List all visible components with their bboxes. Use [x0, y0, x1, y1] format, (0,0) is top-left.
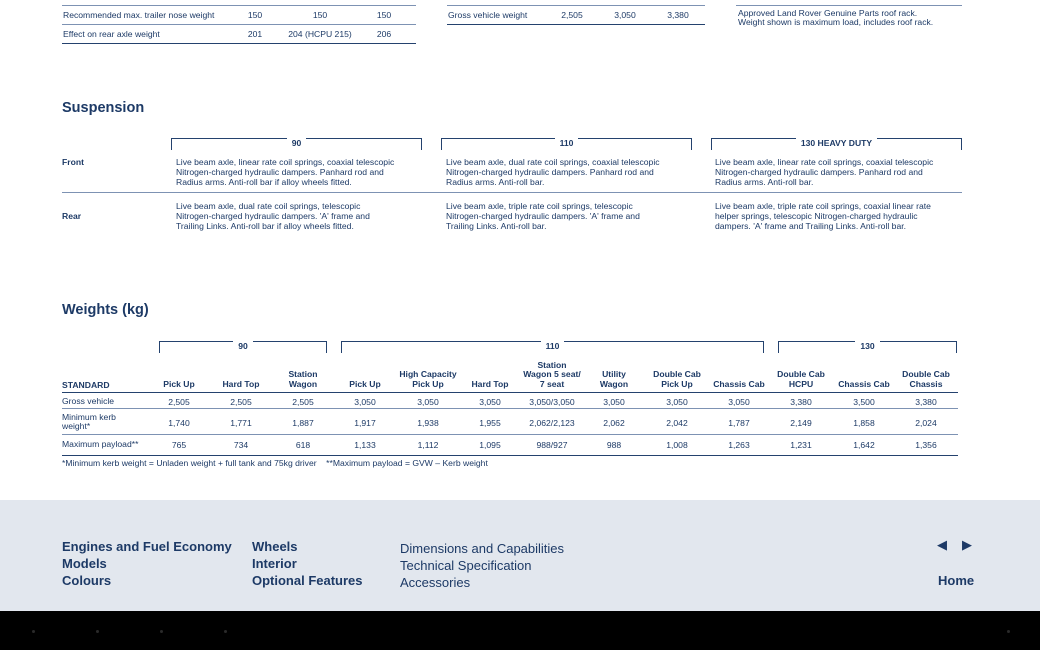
rear-axle-effect-value: 206	[376, 29, 392, 39]
rear-axle-effect-value: 201	[247, 29, 263, 39]
previous-page-icon[interactable]: ◀	[937, 537, 947, 552]
weights-cell: 2,505	[292, 397, 314, 407]
suspension-cell-front-90	[176, 157, 394, 187]
weights-column-header	[332, 380, 398, 390]
trailer-nose-weight-label: Recommended max. trailer nose weight	[63, 10, 215, 20]
weights-cell: 2,024	[915, 418, 937, 428]
suspension-row-label-rear: Rear	[62, 211, 82, 221]
weights-column-header	[893, 370, 959, 389]
weights-column-header	[208, 380, 274, 390]
suspension-text-line: Live beam axle, triple rate coil springs, telescopic	[446, 201, 633, 211]
home-link[interactable]: Home	[938, 573, 975, 588]
weights-cell: 1,917	[354, 418, 376, 428]
nav-link-engines[interactable]: Engines and Fuel Economy	[62, 539, 232, 554]
nav-link-dimensions[interactable]: Dimensions and Capabilities	[400, 541, 565, 556]
suspension-cell-rear-90	[176, 201, 370, 231]
weights-column-header-line: Station	[537, 359, 567, 370]
suspension-cell-front-110	[446, 157, 660, 187]
weights-cell: 2,505	[168, 397, 190, 407]
weights-cell: 3,380	[790, 397, 812, 407]
weights-column-header	[519, 361, 585, 390]
weights-column-header-line: Pick Up	[349, 378, 381, 389]
weights-cell: 1,787	[728, 418, 750, 428]
suspension-text-line: Live beam axle, linear rate coil springs, coaxial telescopic	[176, 157, 395, 167]
weights-column-header-line: Pick Up	[412, 378, 444, 389]
weights-column-header-line: Chassis Cab	[713, 378, 765, 389]
weights-heading: Weights (kg)	[62, 302, 149, 318]
weights-column-header-line: High Capacity	[399, 369, 457, 379]
weights-cell: 1,112	[417, 440, 439, 450]
weights-cell: 988/927	[536, 440, 568, 450]
suspension-row-label-front: Front	[62, 157, 84, 167]
gross-vehicle-weight-label: Gross vehicle weight	[448, 10, 528, 20]
weights-cell: 1,771	[230, 418, 252, 428]
nav-link-optional-features[interactable]: Optional Features	[252, 573, 363, 588]
weights-cell: 988	[606, 440, 622, 450]
next-page-icon[interactable]: ▶	[962, 537, 972, 552]
weights-cell: 3,500	[853, 397, 875, 407]
suspension-text-line: Radius arms. Anti-roll bar.	[715, 177, 814, 187]
suspension-text-line: Live beam axle, dual rate coil springs, telescopic	[176, 201, 361, 211]
weights-column-header-line: Double Cab	[653, 369, 701, 379]
weights-cell: 2,505	[230, 397, 252, 407]
weights-column-header-line: Double Cab	[902, 369, 950, 379]
rear-axle-effect-label: Effect on rear axle weight	[63, 29, 160, 39]
suspension-text-line: Radius arms. Anti-roll bar if alloy wheels fitted.	[176, 177, 352, 187]
weights-column-header-line: Wagon 5 seat/	[523, 369, 581, 379]
suspension-cell-front-130	[715, 157, 933, 187]
weights-column-header	[395, 370, 461, 389]
weights-cell: 3,050	[479, 397, 501, 407]
nav-link-colours[interactable]: Colours	[62, 573, 112, 588]
suspension-text-line: dampers. 'A' frame and Trailing Links. Anti-roll bar.	[715, 221, 906, 231]
weights-column-header-line: Chassis Cab	[838, 378, 890, 389]
weights-row-label-line: Gross vehicle	[62, 396, 115, 406]
standard-label: STANDARD	[62, 380, 110, 390]
weights-cell: 3,050	[666, 397, 688, 407]
weights-cell: 1,938	[417, 418, 439, 428]
suspension-cell-rear-130	[715, 201, 931, 231]
weights-group-130	[778, 341, 957, 353]
nav-link-technical-specification[interactable]: Technical Specification	[400, 558, 532, 573]
suspension-cell-rear-110	[446, 201, 640, 231]
suspension-text-line: helper springs, telescopic Nitrogen-charged hydraulic	[715, 211, 918, 221]
weights-cell: 1,642	[853, 440, 875, 450]
trailer-nose-weight-value: 150	[247, 10, 263, 20]
nav-link-wheels[interactable]: Wheels	[252, 539, 298, 554]
weights-row-label-line: Minimum kerb	[62, 412, 116, 422]
weights-cell: 1,955	[479, 418, 501, 428]
weights-group-110	[341, 341, 764, 353]
nav-link-interior[interactable]: Interior	[252, 556, 297, 571]
weights-cell: 734	[233, 440, 249, 450]
weights-row-label-line: Maximum payload**	[62, 439, 139, 449]
suspension-text-line: Live beam axle, linear rate coil springs, coaxial telescopic	[715, 157, 934, 167]
weights-cell: 1,095	[479, 440, 501, 450]
weights-cell: 1,231	[790, 440, 812, 450]
suspension-text-line: Nitrogen-charged hydraulic dampers. Panhard rod and	[446, 167, 654, 177]
weights-column-header-line: Wagon	[288, 378, 318, 389]
suspension-group-label: 110	[555, 138, 579, 148]
weights-column-header-line: 7 seat	[539, 378, 565, 389]
weights-cell: 765	[171, 440, 187, 450]
gross-vehicle-weight-value: 2,505	[561, 10, 583, 20]
weights-cell: 2,062/2,123	[529, 418, 575, 428]
gross-vehicle-weight-value: 3,380	[667, 10, 689, 20]
rear-axle-effect-value: 204 (HCPU 215)	[288, 29, 352, 39]
weights-cell: 3,050	[603, 397, 625, 407]
weights-cell: 2,149	[790, 418, 812, 428]
suspension-text-line: Trailing Links. Anti-roll bar.	[446, 221, 547, 231]
weights-column-header	[270, 370, 336, 389]
suspension-text-line: Radius arms. Anti-roll bar.	[446, 177, 545, 187]
weights-cell: 3,050/3,050	[529, 397, 575, 407]
suspension-group-90	[171, 138, 422, 150]
weights-cell: 1,740	[168, 418, 190, 428]
weights-cell: 1,133	[354, 440, 376, 450]
roof-rack-note: Weight shown is maximum load, includes roof rack.	[738, 17, 934, 27]
weights-footnote: *Minimum kerb weight = Unladen weight + full tank and 75kg driver **Maximum payload = GVW – Kerb weight	[62, 458, 488, 468]
weights-row-label	[62, 440, 138, 449]
weights-column-header-line: Chassis	[909, 378, 943, 389]
weights-column-header-line: Wagon	[599, 378, 629, 389]
weights-column-header	[457, 380, 523, 390]
weights-column-header	[146, 380, 212, 390]
weights-cell: 3,380	[915, 397, 937, 407]
suspension-group-130	[711, 138, 962, 150]
nav-link-accessories[interactable]: Accessories	[400, 575, 471, 590]
trailer-nose-weight-value: 150	[312, 10, 328, 20]
trailer-nose-weight-value: 150	[376, 10, 392, 20]
weights-column-header	[831, 380, 897, 390]
weights-column-header-line: Double Cab	[777, 369, 825, 379]
roof-rack-note: Approved Land Rover Genuine Parts roof rack.	[738, 8, 918, 18]
weights-cell: 1,887	[292, 418, 314, 428]
weights-cell: 1,356	[915, 440, 937, 450]
weights-row-label	[62, 413, 116, 431]
suspension-group-110	[441, 138, 692, 150]
gross-vehicle-weight-value: 3,050	[614, 10, 636, 20]
suspension-text-line: Trailing Links. Anti-roll bar if alloy wheels fitted.	[176, 221, 354, 231]
weights-column-header-line: Hard Top	[471, 378, 509, 389]
suspension-text-line: Nitrogen-charged hydraulic dampers. Panhard rod and	[176, 167, 384, 177]
weights-column-header-line: Pick Up	[163, 378, 195, 389]
weights-column-header	[768, 370, 834, 389]
suspension-text-line: Nitrogen-charged hydraulic dampers. 'A' frame and	[446, 211, 640, 221]
device-bottom-bar	[0, 611, 1040, 650]
weights-cell: 1,008	[666, 440, 688, 450]
weights-cell: 1,263	[728, 440, 750, 450]
weights-group-90	[159, 341, 327, 353]
weights-row-label	[62, 397, 114, 406]
suspension-group-label: 90	[287, 138, 307, 148]
weights-row-label-line: weight*	[62, 421, 91, 431]
weights-group-label: 110	[541, 341, 565, 351]
weights-column-header-line: Utility	[602, 369, 626, 379]
nav-link-models[interactable]: Models	[62, 556, 107, 571]
weights-cell: 618	[295, 440, 311, 450]
suspension-text-line: Nitrogen-charged hydraulic dampers. 'A' frame and	[176, 211, 370, 221]
suspension-text-line: Nitrogen-charged hydraulic dampers. Panhard rod and	[715, 167, 923, 177]
weights-column-header-line: Station	[288, 369, 318, 379]
suspension-text-line: Live beam axle, triple rate coil springs, coaxial linear rate	[715, 201, 931, 211]
suspension-text-line: Live beam axle, dual rate coil springs, coaxial telescopic	[446, 157, 660, 167]
weights-cell: 2,042	[666, 418, 688, 428]
weights-column-header-line: Pick Up	[661, 378, 693, 389]
suspension-heading: Suspension	[62, 100, 145, 116]
weights-cell: 3,050	[417, 397, 439, 407]
weights-column-header-line: Hard Top	[222, 378, 260, 389]
weights-column-header	[581, 370, 647, 389]
suspension-group-label: 130 HEAVY DUTY	[796, 138, 877, 148]
weights-group-label: 130	[855, 341, 879, 351]
weights-cell: 3,050	[728, 397, 750, 407]
weights-group-label: 90	[233, 341, 253, 351]
weights-column-header	[644, 370, 710, 389]
weights-cell: 1,858	[853, 418, 875, 428]
weights-column-header-line: HCPU	[788, 378, 814, 389]
weights-cell: 2,062	[603, 418, 625, 428]
weights-column-header	[706, 380, 772, 390]
weights-cell: 3,050	[354, 397, 376, 407]
